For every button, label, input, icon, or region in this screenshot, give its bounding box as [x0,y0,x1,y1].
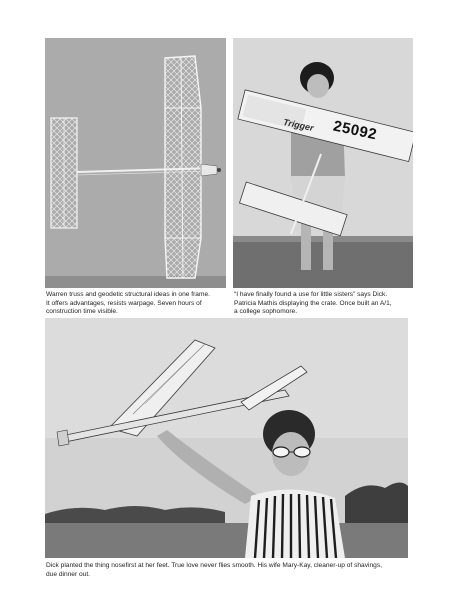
photo-woman-with-model [45,318,408,558]
fuselage-lettering: Trigger [282,116,315,134]
photo-girl-with-model [233,38,413,288]
photo-truss-model-frame [45,38,226,288]
girl-with-model-illustration [233,38,413,288]
caption-line: a college sophomore. [234,308,298,316]
woman-with-model-illustration [45,318,408,558]
caption-line: Patricia Mathis displaying the crate. Once built an A/1, [234,299,392,307]
caption-photo-3 [46,562,418,579]
caption-line: “I have finally found a use for little sisters” says Dick. [234,291,388,298]
wing-number-lettering: 25092 [331,117,379,144]
caption-photo-1 [46,291,230,317]
caption-line: construction time visible. [46,308,118,316]
caption-line: Dick planted the thing nosefirst at her feet. True love never flies smooth. His wife Mary-Kay, cleaner-up of shavings, [46,562,382,569]
caption-line: Warren truss and geodetic structural ideas in one frame. [46,291,210,298]
caption-line: It offers advantages, resists warpage. Seven hours of [46,299,202,307]
caption-photo-2 [234,291,414,317]
truss-model-illustration [45,38,226,288]
caption-line: due dinner out. [46,570,90,578]
